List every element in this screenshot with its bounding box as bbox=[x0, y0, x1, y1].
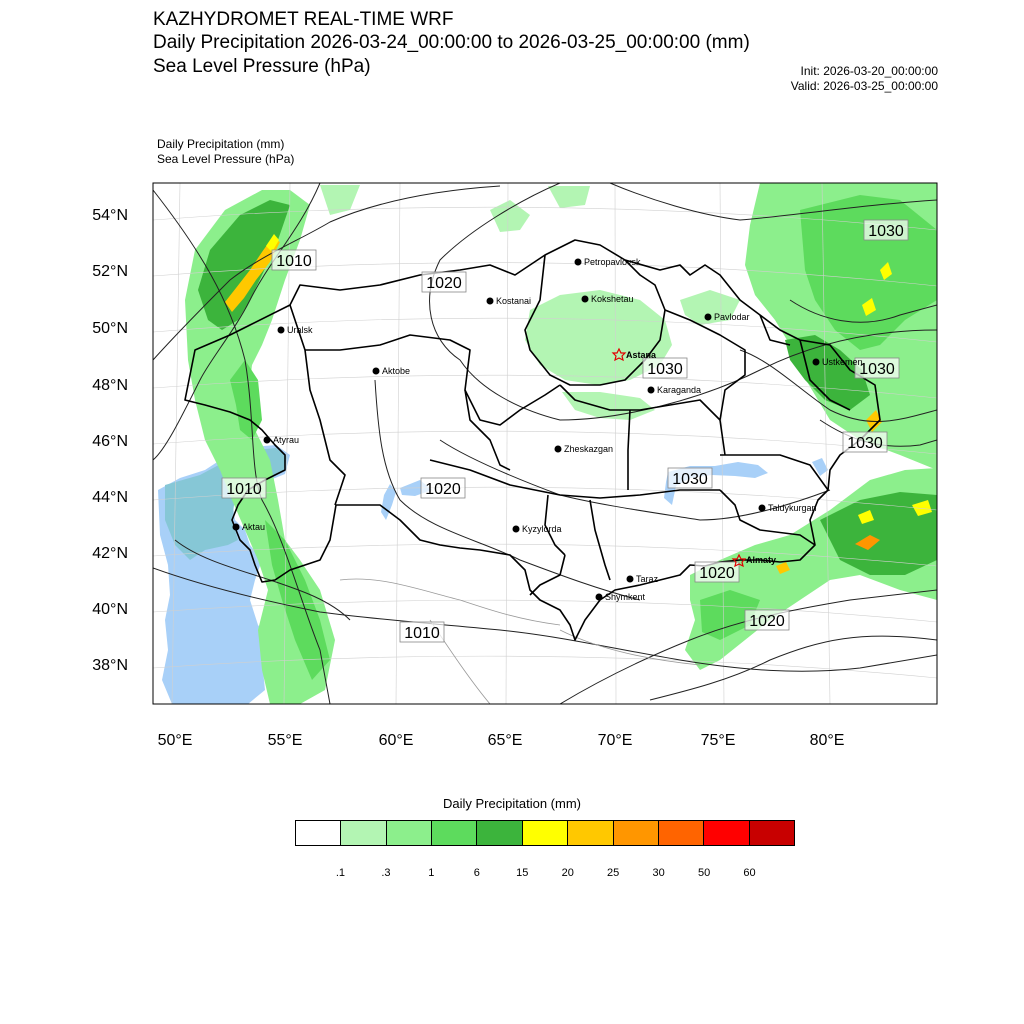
lon-label: 50°E bbox=[157, 732, 193, 749]
lat-label: 44°N bbox=[92, 489, 128, 506]
contour-label: 1030 bbox=[847, 435, 883, 452]
city-label: Karaganda bbox=[657, 385, 702, 395]
legend-swatch bbox=[703, 821, 748, 845]
city-label: Kyzylorda bbox=[522, 524, 562, 534]
field-label-precip: Daily Precipitation (mm) bbox=[157, 137, 285, 151]
city-marker bbox=[264, 437, 271, 444]
lon-label: 80°E bbox=[809, 732, 845, 749]
city-label: Astana bbox=[626, 350, 657, 360]
city-label: Shymkent bbox=[605, 592, 646, 602]
contour-label: 1030 bbox=[868, 223, 904, 240]
chart-subtitle-precip: Daily Precipitation 2026-03-24_00:00:00 to 2026-03-25_00:00:00 (mm) bbox=[153, 32, 750, 53]
city-label: Aktau bbox=[242, 522, 266, 532]
chart-title: KAZHYDROMET REAL-TIME WRF bbox=[153, 9, 454, 30]
legend-label: 60 bbox=[743, 867, 756, 879]
legend-swatch bbox=[386, 821, 431, 845]
lat-label: 52°N bbox=[92, 263, 128, 280]
legend-swatch bbox=[613, 821, 658, 845]
city-marker bbox=[233, 524, 240, 531]
legend-label: 50 bbox=[697, 867, 711, 879]
chart-subtitle-pressure: Sea Level Pressure (hPa) bbox=[153, 56, 371, 77]
lat-label: 46°N bbox=[92, 433, 128, 450]
city-label: Aktobe bbox=[382, 366, 411, 376]
city-label: Almaty bbox=[746, 555, 777, 565]
lon-label: 70°E bbox=[597, 732, 633, 749]
legend-label: .1 bbox=[335, 867, 346, 879]
lon-label: 60°E bbox=[378, 732, 414, 749]
legend-swatch bbox=[567, 821, 612, 845]
city-label: Petropavlovsk bbox=[584, 257, 641, 267]
city-marker bbox=[648, 387, 655, 394]
city-label: Kokshetau bbox=[591, 294, 634, 304]
contour-label: 1020 bbox=[425, 481, 461, 498]
city-label: Zheskazgan bbox=[564, 444, 614, 454]
init-time: Init: 2026-03-20_00:00:00 bbox=[800, 64, 938, 78]
legend-swatch bbox=[476, 821, 521, 845]
city-marker bbox=[596, 594, 603, 601]
contour-label: 1020 bbox=[749, 613, 785, 630]
city-marker bbox=[575, 259, 582, 266]
city-label: Ustkemen bbox=[822, 357, 863, 367]
city-marker bbox=[813, 359, 820, 366]
legend-swatch bbox=[658, 821, 703, 845]
city-marker bbox=[513, 526, 520, 533]
legend-label: 25 bbox=[607, 867, 620, 879]
legend-swatch bbox=[296, 821, 340, 845]
city-marker bbox=[373, 368, 380, 375]
field-label-pressure: Sea Level Pressure (hPa) bbox=[157, 152, 295, 166]
city-marker bbox=[705, 314, 712, 321]
contour-label: 1010 bbox=[276, 253, 312, 270]
contour-label: 1020 bbox=[699, 565, 735, 582]
lat-label: 50°N bbox=[92, 320, 128, 337]
lat-label: 48°N bbox=[92, 377, 128, 394]
city-label: Kostanai bbox=[496, 296, 532, 306]
contour-label: 1030 bbox=[859, 361, 895, 378]
city-marker bbox=[487, 298, 494, 305]
city-marker bbox=[627, 576, 634, 583]
contour-label: 1020 bbox=[426, 275, 462, 292]
legend-label: 30 bbox=[652, 867, 665, 879]
legend-label: 15 bbox=[516, 867, 529, 879]
lat-label: 38°N bbox=[92, 657, 128, 674]
city-label: Taldykurgan bbox=[768, 503, 817, 513]
lon-label: 75°E bbox=[700, 732, 736, 749]
legend-swatch bbox=[522, 821, 567, 845]
lat-label: 42°N bbox=[92, 545, 128, 562]
city-label: Uralsk bbox=[287, 325, 313, 335]
lat-label: 54°N bbox=[92, 207, 128, 224]
city-marker bbox=[555, 446, 562, 453]
legend-label: .3 bbox=[381, 867, 391, 879]
legend-label: 20 bbox=[561, 867, 574, 879]
contour-label: 1010 bbox=[226, 481, 262, 498]
city-label: Atyrau bbox=[273, 435, 300, 445]
city-label: Taraz bbox=[636, 574, 659, 584]
legend-title: Daily Precipitation (mm) bbox=[443, 796, 581, 811]
contour-label: 1030 bbox=[647, 361, 683, 378]
city-label: Pavlodar bbox=[714, 312, 750, 322]
legend-colorbar bbox=[295, 820, 795, 846]
lat-label: 40°N bbox=[92, 601, 128, 618]
city-marker bbox=[582, 296, 589, 303]
lon-label: 65°E bbox=[487, 732, 523, 749]
city-marker bbox=[759, 505, 766, 512]
legend-label: 1 bbox=[428, 867, 435, 879]
legend-swatch bbox=[431, 821, 476, 845]
legend-swatch bbox=[340, 821, 385, 845]
legend-swatch bbox=[749, 821, 794, 845]
contour-label: 1010 bbox=[404, 625, 440, 642]
city-marker bbox=[278, 327, 285, 334]
valid-time: Valid: 2026-03-25_00:00:00 bbox=[790, 79, 938, 93]
contour-label: 1030 bbox=[672, 471, 708, 488]
lon-label: 55°E bbox=[267, 732, 303, 749]
legend-label: 6 bbox=[473, 867, 480, 879]
